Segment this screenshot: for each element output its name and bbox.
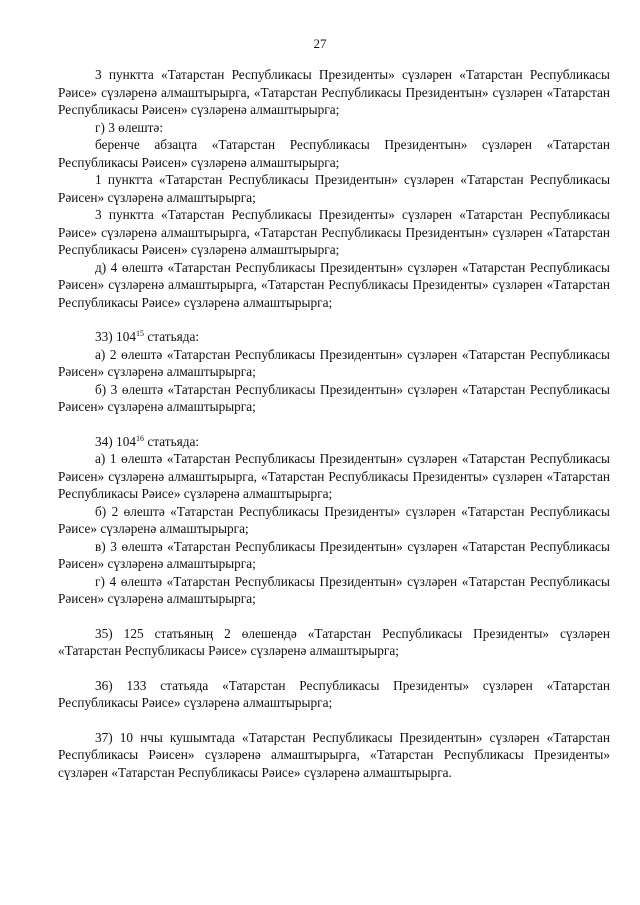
article-superscript: 16 bbox=[136, 433, 144, 443]
item-text: статьяда: bbox=[144, 433, 200, 449]
paragraph: 1 пунктта «Татарстан Республикасы Президентын» сүзләрен «Татарстан Республикасы Рәисен» сүзләренә алмаштырырга; bbox=[58, 172, 610, 205]
paragraph: а) 2 өлештә «Татарстан Республикасы Президентын» сүзләрен «Татарстан Республикасы Рәисен» сүзләренә алмаштырырга; bbox=[58, 346, 610, 379]
paragraph: а) 1 өлештә «Татарстан Республикасы Президентын» сүзләрен «Татарстан Республикасы Рәисен» сүзләренә алмаштырырга, «Татарстан Республикасы Президенты» сүзләрен «Татарстан Республикасы Рәисе» сүзләренә алмаштырырга; bbox=[58, 451, 610, 501]
paragraph: г) 4 өлештә «Татарстан Республикасы Президентын» сүзләрен «Татарстан Республикасы Рәисен» сүзләренә алмаштырырга; bbox=[58, 573, 610, 606]
paragraph: г) 3 өлештә: bbox=[95, 119, 164, 135]
paragraph: 37) 10 нчы кушымтада «Татарстан Республикасы Президентын» сүзләрен «Татарстан Республикасы Рәисен» сүзләренә алмаштырырга, «Татарстан Республикасы Президенты» сүзләрен «Татарстан Республикасы Рәисе» сүзләренә алмаштырырга. bbox=[58, 729, 610, 780]
item-number: 33) 104 bbox=[95, 329, 136, 344]
item-text: статьяда: bbox=[144, 329, 200, 344]
paragraph bbox=[58, 328, 610, 346]
page-number: 27 bbox=[313, 36, 327, 51]
paragraph: б) 3 өлештә «Татарстан Республикасы Президентын» сүзләрен «Татарстан Республикасы Рәисен» сүзләренә алмаштырырга; bbox=[58, 381, 610, 414]
paragraph: 3 пунктта «Татарстан Республикасы Президенты» сүзләрен «Татарстан Республикасы Рәисе» сүзләренә алмаштырырга, «Татарстан Республикасы Президентын» сүзләрен «Татарстан Республикасы Рәисен» сүзләренә алмаштырырга; bbox=[58, 67, 610, 117]
item-number: 34) 104 bbox=[95, 433, 136, 449]
paragraph: б) 2 өлештә «Татарстан Республикасы Президенты» сүзләрен «Татарстан Республикасы Рәисе» сүзләренә алмаштырырга; bbox=[58, 503, 610, 536]
paragraph: беренче абзацта «Татарстан Республикасы Президентын» сүзләрен «Татарстан Республикасы Рәисен» сүзләренә алмаштырырга; bbox=[58, 137, 610, 170]
paragraph: д) 4 өлештә «Татарстан Республикасы Президентын» сүзләрен «Татарстан Республикасы Рәисен» сүзләренә алмаштырырга, «Татарстан Республикасы Президенты» сүзләрен «Татарстан Республикасы Рәисе» сүзләренә алмаштырырга; bbox=[58, 259, 610, 310]
article-superscript: 15 bbox=[136, 329, 144, 338]
document-body bbox=[58, 66, 610, 781]
paragraph: 3 пунктта «Татарстан Республикасы Президенты» сүзләрен «Татарстан Республикасы Рәисе» сүзләренә алмаштырырга, «Татарстан Республикасы Президентын» сүзләрен «Татарстан Республикасы Рәисен» сүзләренә алмаштырырга; bbox=[58, 207, 610, 257]
paragraph bbox=[58, 433, 610, 451]
paragraph: 35) 125 статьяның 2 өлешендә «Татарстан Республикасы Президенты» сүзләрен «Татарстан Республикасы Рәисе» сүзләренә алмаштырырга; bbox=[58, 625, 610, 658]
paragraph: 36) 133 статьяда «Татарстан Республикасы Президенты» сүзләрен «Татарстан Республикасы Рәисе» сүзләренә алмаштырырга; bbox=[58, 677, 610, 710]
paragraph: в) 3 өлештә «Татарстан Республикасы Президентын» сүзләрен «Татарстан Республикасы Рәисен» сүзләренә алмаштырырга; bbox=[58, 538, 610, 571]
